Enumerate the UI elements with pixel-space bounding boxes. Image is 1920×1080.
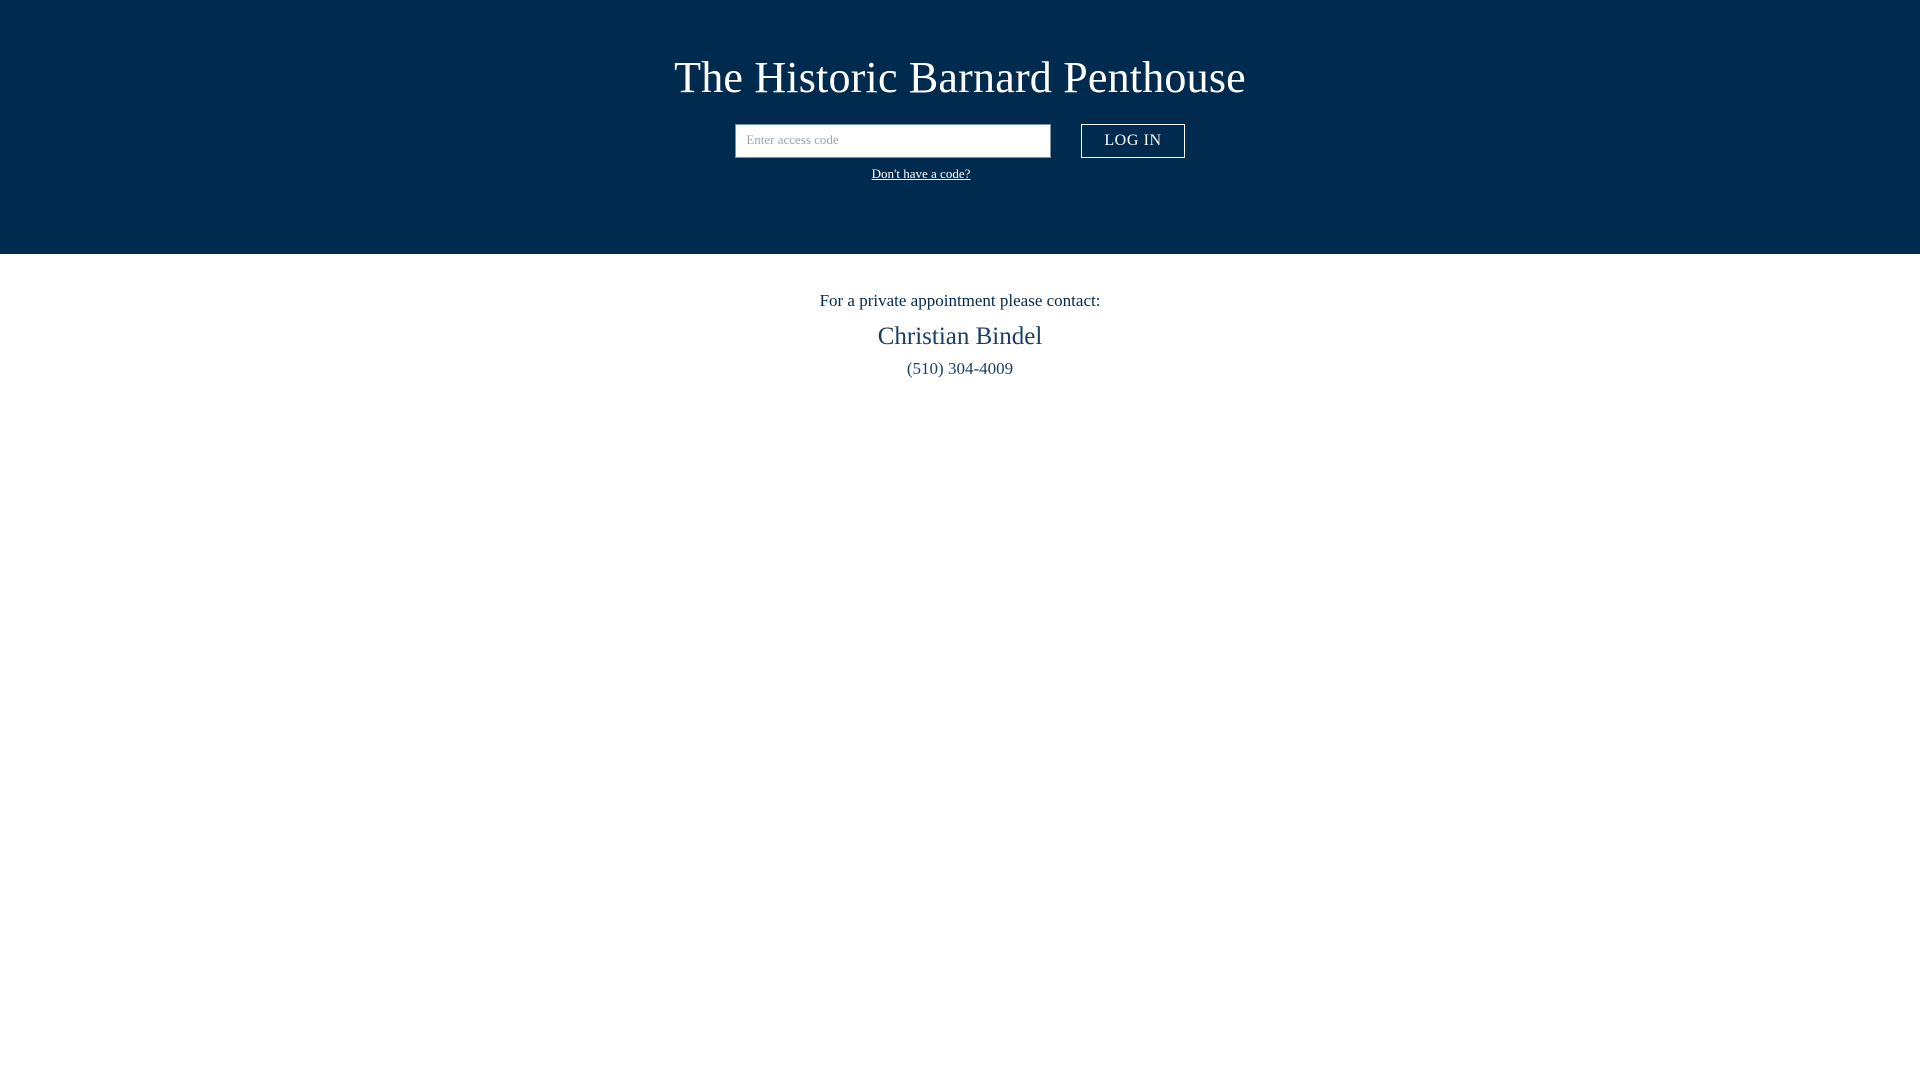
login-button[interactable]: LOG IN (1081, 124, 1184, 158)
login-form (0, 124, 1920, 158)
no-code-link[interactable]: Don't have a code? (871, 166, 971, 181)
no-code-link-container (0, 165, 1920, 183)
contact-phone: (510) 304-4009 (906, 359, 1014, 378)
hero-banner (0, 0, 1920, 254)
access-code-input[interactable] (735, 124, 1051, 158)
contact-intro-text: For a private appointment please contact: (819, 291, 1101, 310)
contact-section (0, 254, 1920, 380)
contact-name: Christian Bindel (877, 323, 1043, 350)
page-title: The Historic Barnard Penthouse (674, 53, 1246, 102)
